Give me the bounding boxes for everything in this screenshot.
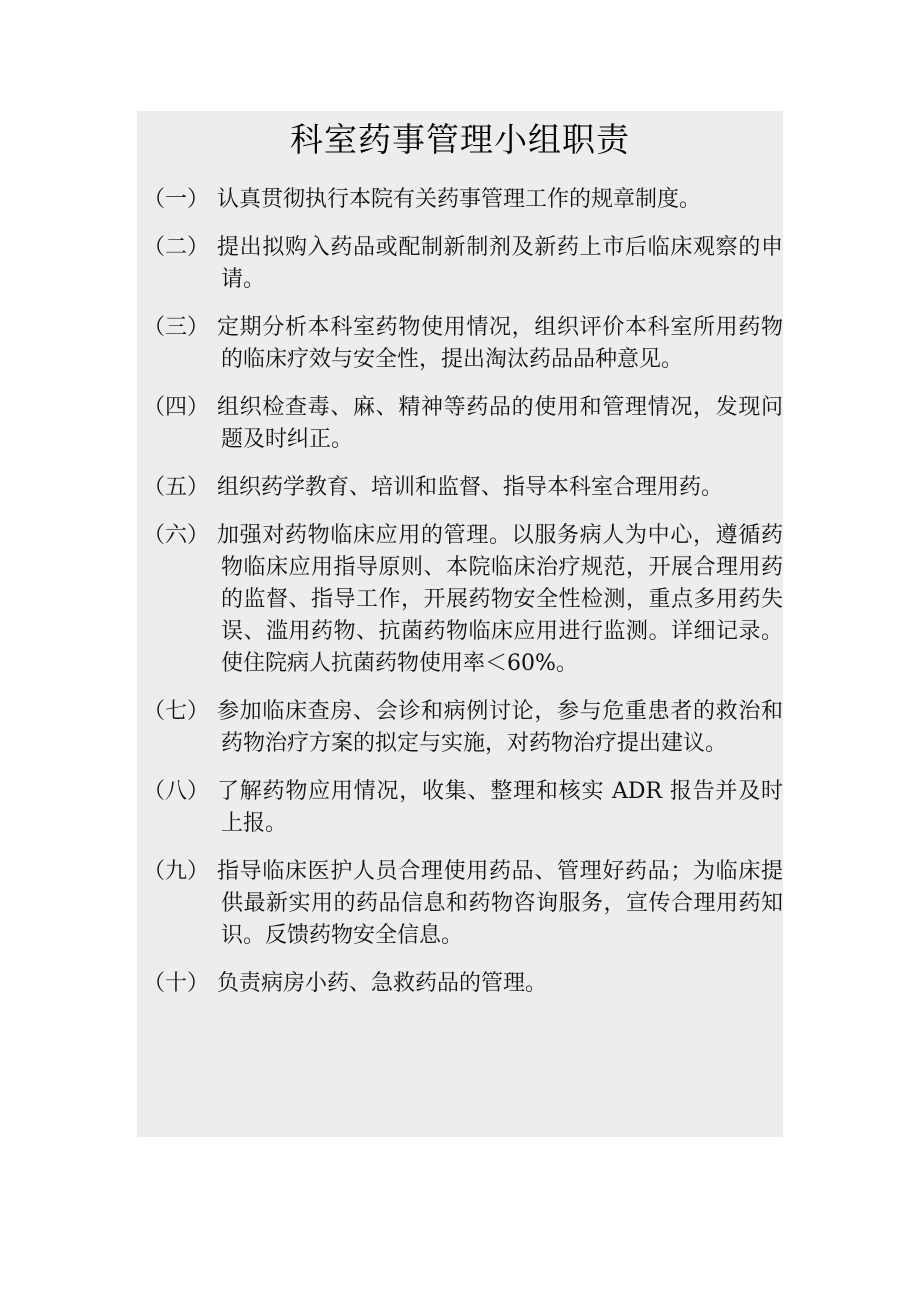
duty-item-3 — [137, 312, 783, 376]
item-text: 组织检查毒、麻、精神等药品的使用和管理情况，发现问题及时纠正。 — [217, 395, 783, 452]
item-text: 定期分析本科室药物使用情况，组织评价本科室所用药物的临床疗效与安全性，提出淘汰药品品种意见。 — [217, 315, 783, 372]
item-text: 提出拟购入药品或配制新制剂及新药上市后临床观察的申请。 — [217, 235, 783, 292]
duty-item-5 — [137, 472, 783, 504]
item-number: （三） — [143, 315, 210, 340]
item-number: （八） — [143, 779, 210, 804]
item-text: 指导临床医护人员合理使用药品、管理好药品；为临床提供最新实用的药品信息和药物咨询服务，宣传合理用药知识。反馈药物安全信息。 — [217, 859, 783, 948]
duty-item-1 — [137, 184, 783, 216]
item-number: （五） — [143, 475, 210, 500]
item-number: （十） — [143, 971, 210, 996]
document-title: 科室药事管理小组职责 — [290, 120, 630, 159]
duty-item-10 — [137, 968, 783, 1000]
duty-item-6 — [137, 520, 783, 680]
duty-item-4 — [137, 392, 783, 456]
item-number: （四） — [143, 395, 210, 420]
item-number: （七） — [143, 699, 210, 724]
item-text: 组织药学教育、培训和监督、指导本科室合理用药。 — [217, 475, 724, 500]
item-number: （九） — [143, 859, 210, 884]
item-text: 了解药物应用情况，收集、整理和核实 ADR 报告并及时上报。 — [217, 779, 783, 836]
document-page — [137, 111, 783, 1137]
duty-item-8 — [137, 776, 783, 840]
duty-item-7 — [137, 696, 783, 760]
duty-item-9 — [137, 856, 783, 952]
item-text: 负责病房小药、急救药品的管理。 — [217, 971, 548, 996]
item-text: 参加临床查房、会诊和病例讨论，参与危重患者的救治和药物治疗方案的拟定与实施，对药物治疗提出建议。 — [217, 699, 783, 756]
item-text: 加强对药物临床应用的管理。以服务病人为中心，遵循药物临床应用指导原则、本院临床治疗规范，开展合理用药的监督、指导工作，开展药物安全性检测，重点多用药失误、滥用药物、抗菌药物临床应用进行监测。详细记录。使住院病人抗菌药物使用率＜60%。 — [217, 523, 783, 676]
item-number: （一） — [143, 187, 210, 212]
item-text: 认真贯彻执行本院有关药事管理工作的规章制度。 — [217, 187, 702, 212]
item-number: （二） — [143, 235, 210, 260]
item-number: （六） — [143, 523, 210, 548]
duty-item-2 — [137, 232, 783, 296]
